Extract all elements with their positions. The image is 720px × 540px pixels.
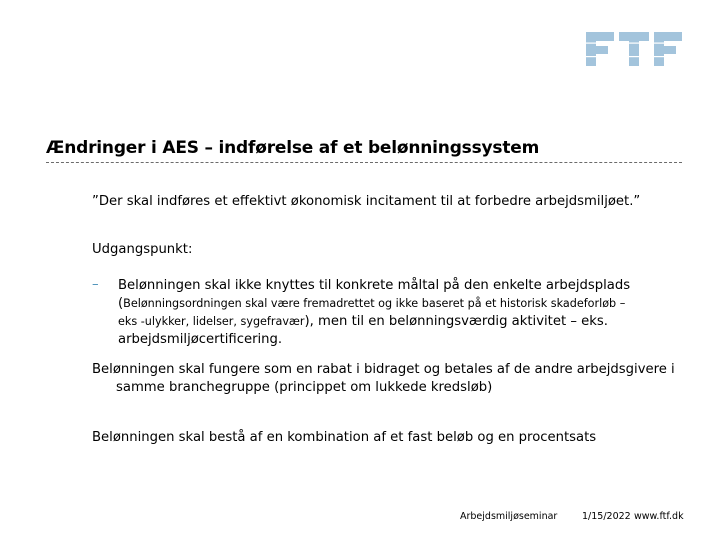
footer-url-link[interactable]: www.ftf.dk — [634, 511, 684, 522]
slide-title: Ændringer i AES – indførelse af et belønningssystem — [46, 138, 540, 158]
rabat-paragraph: Belønningen skal fungere som en rabat i bidraget og betales af de andre arbejdsgivere i samme branchegruppe (princippet om lukkede kredsløb) — [92, 362, 675, 395]
bullet-text-part2: ), men til en belønningsværdig aktivitet – eks. arbejdsmiljøcertificering. — [118, 314, 608, 347]
bullet-paragraph — [118, 277, 638, 349]
ftf-logo — [586, 32, 682, 66]
ftf-logo-icon — [586, 32, 682, 66]
starting-point-label: Udgangspunkt: — [92, 242, 193, 257]
title-divider — [46, 162, 682, 163]
bullet-text-small: Belønningsordningen skal være fremadrettet og ikke baseret på et historisk skadeforløb – eks -ulykker, lidelser, sygefravær — [118, 297, 626, 328]
bullet-text-part1: Belønningen skal ikke knyttes til konkrete måltal på den enkelte arbejdsplads ( — [118, 278, 631, 311]
combination-paragraph: Belønningen skal bestå af en kombination af et fast beløb og en procentsats — [92, 430, 597, 445]
bullet-marker: – — [92, 277, 99, 292]
footer-seminar: Arbejdsmiljøseminar — [460, 511, 558, 522]
footer-date: 1/15/2022 — [582, 511, 631, 522]
quote-paragraph: ”Der skal indføres et effektivt økonomisk incitament til at forbedre arbejdsmiljøet.” — [92, 194, 641, 209]
